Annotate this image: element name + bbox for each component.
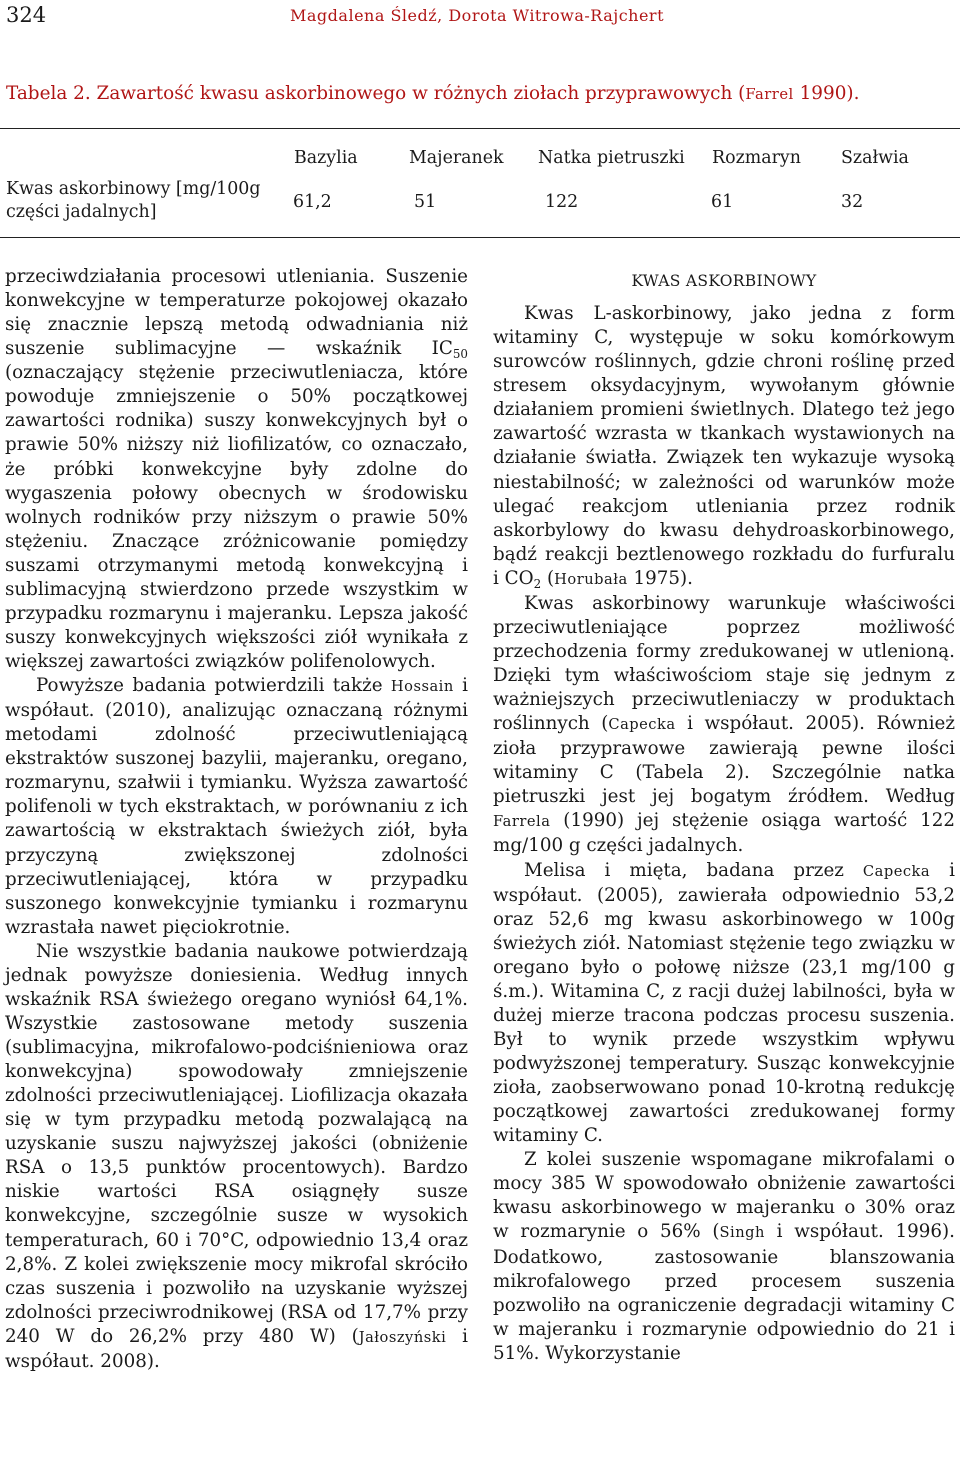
caption-year: 1990).	[793, 83, 860, 104]
author-name: Horubała	[554, 570, 628, 588]
page-number: 324	[6, 3, 47, 27]
author-name: Singh	[719, 1224, 765, 1242]
paragraph-text: Kwas askorbinowy warunkuje właściwości przeciwutleniające poprzez możliwość przechodzenia formy zredukowanej w utlenioną. Dzięki tym właściwościom staje się jednym z ważniejszych przeciwutleniaczy w produktach roślinnych (	[493, 592, 955, 735]
caption-text: Tabela 2. Zawartość kwasu askorbinowego w różnych ziołach przyprawowych (	[6, 83, 746, 104]
paragraph	[5, 940, 468, 1374]
paragraph-text: i współaut. (2005), zawierała odpowiednio 53,2 oraz 52,6 mg kwasu askorbinowego w 100g świeżych ziół. Natomiast stężenie tego związku w oregano było o połowę niższe (23,1 mg/100 g ś.m.). Witamina C, z racji dużej labilności, była w dużej mierze tracona podczas procesu suszenia. Był to wynik przede wszystkim wpływu podwyższonej temperatury. Susząc konwekcyjnie zioła, zaobserwowano ponad 10-krotną redukcję początkowej zawartości zredukowanej formy witaminy C.	[493, 859, 955, 1147]
paragraph-text: i współaut. (2010), analizując oznaczaną różnymi metodami zdolność przeciwutleniającą ekstraktów suszonej bazylii, majeranku, oregano, rozmarynu, szałwii i tymianku. Wyższa zawartość polifenoli w tych ekstraktach, w porównaniu z ich zawartością w ekstraktach świeżych ziół, była przyczyną zwiększonej zdolności przeciwutleniającej, która w przypadku suszonego konwekcyjnie tymianku i rozmarynu wzrastała nawet pięciokrotnie.	[5, 675, 468, 938]
left-column	[5, 265, 468, 1374]
table-cell: 61	[711, 192, 734, 212]
paragraph	[493, 859, 955, 1149]
paragraph-text: (	[541, 567, 555, 589]
table-cell: 32	[841, 192, 864, 212]
table-top-rule	[0, 128, 960, 129]
running-title: Magdalena Śledź, Dorota Witrowa-Rajchert	[290, 6, 665, 25]
page-header	[6, 2, 950, 32]
paragraph-text: 1975).	[627, 567, 693, 589]
table-row-label: Kwas askorbinowy [mg/100g części jadalnych]	[6, 179, 261, 222]
paragraph	[493, 1148, 955, 1366]
column-header: Bazylia	[294, 148, 358, 168]
subscript: 50	[452, 347, 468, 362]
paragraph-text: Kwas L-askorbinowy, jako jedna z form witaminy C, występuje w soku komórkowym surowców roślinnych, gdzie chroni roślinę przed stresem oksydacyjnym, wywołanym głównie działaniem promieni świetlnych. Dlatego też jego zawartość wzrasta w tkankach wystawionych na działanie światła. Związek ten wykazuje wysoką niestabilność; w zależności od warunków może ulegać reakcjom utleniania przez rodnik askorbylowy do kwasu dehydroaskorbinowego, bądź reakcji beztlenowego rozkładu do furfuralu i CO	[493, 303, 955, 589]
paragraph	[5, 265, 468, 674]
column-header: Natka pietruszki	[538, 148, 685, 168]
paragraph	[5, 674, 468, 940]
table-cell: 61,2	[293, 192, 332, 212]
section-title: KWAS ASKORBINOWY	[631, 272, 817, 290]
author-name: Jałoszyński	[358, 1328, 447, 1346]
column-header: Majeranek	[409, 148, 504, 168]
caption-author: Farrel	[745, 86, 794, 103]
right-column	[493, 265, 955, 1366]
table-caption	[6, 82, 859, 107]
paragraph-text: Powyższe badania potwierdzili także	[36, 675, 391, 697]
paragraph-text: i współaut. 2005). Również zioła przyprawowe zawierają pewne ilości witaminy C (Tabela 2). Szczególnie natka pietruszki jest jej bogatym źródłem. Według	[493, 713, 955, 808]
subscript: 2	[533, 576, 542, 591]
column-header: Szałwia	[841, 148, 909, 168]
table-bottom-rule	[0, 237, 960, 238]
paragraph-text: (oznaczający stężenie przeciwutleniacza, które powoduje zmniejszenie o 50% początkowej zawartości rodnika) suszy konwekcyjnych był o prawie 50% niższy niż liofilizatów, co oznaczało, że próbki konwekcyjne były zdolne do wygaszenia połowy obecnych w środowisku wolnych rodników przy niższym o prawie 50% stężeniu. Znaczące zróżnicowanie pomiędzy suszami otrzymanymi metodą konwekcyjną i sublimacyjną stwierdzono przede wszystkim w przypadku rozmarynu i majeranku. Lepsza jakość suszy konwekcyjnych większości ziół wynikała z większej zawartości związków polifenolowych.	[5, 362, 468, 672]
author-name: Hossain	[390, 678, 454, 696]
paragraph-text: (1990) jej stężenie osiąga wartość 122 mg/100 g części jadalnych.	[493, 810, 955, 857]
paragraph-text: i współaut. 1996). Dodatkowo, zastosowanie blanszowania mikrofalowego przed procesem suszenia pozwoliło na ograniczenie degradacji witaminy C w majeranku i rozmarynie odpowiednio do 21 i 51%. Wykorzystanie	[493, 1221, 955, 1364]
paragraph-text: Z kolei suszenie wspomagane mikrofalami o mocy 385 W spowodowało obniżenie zawartości kwasu askorbinowego w majeranku o 30% oraz w rozmarynie o 56% (	[493, 1149, 955, 1243]
table-cell: 51	[414, 192, 437, 212]
column-header: Rozmaryn	[712, 148, 801, 168]
paragraph-text: i współaut. 2008).	[5, 1325, 468, 1372]
paragraph-text: Melisa i mięta, badana przez	[524, 859, 863, 881]
paragraph-text: Nie wszystkie badania naukowe potwierdzają jednak powyższe doniesienia. Według innych wskaźnik RSA świeżego oregano wyniósł 64,1%. Wszystkie zastosowane metody suszenia (sublimacyjna, mikrofalowo-podciśnieniowa oraz konwekcyjna) spowodowały zmniejszenie zdolności przeciwutleniającej. Liofilizacja okazała się w tym przypadku metodą pozwalającą na uzyskanie suszu najwyższej jakości (obniżenie RSA o 13,5 punktów procentowych). Bardzo niskie wartości RSA osiągnęły susze konwekcyjne, szczególnie susze w wysokich temperaturach, 60 i 70°C, odpowiednio 13,4 oraz 2,8%. Z kolei zwiększenie mocy mikrofal skróciło czas suszenia i pozwoliło na uzyskanie wyższej zdolności przeciwrodnikowej (RSA od 17,7% przy 240 W do 26,2% przy 480 W) (	[5, 940, 468, 1347]
author-name: Capecka	[608, 716, 676, 734]
table-cell: 122	[545, 192, 579, 212]
paragraph-text: przeciwdziałania procesowi utleniania. Suszenie konwekcyjne w temperaturze pokojowej okazało się znacznie lepszą metodą odwadniania niż suszenie sublimacyjne — wskaźnik IC	[5, 266, 468, 360]
paragraph	[493, 302, 955, 592]
author-name: Capecka	[862, 862, 931, 880]
author-name: Farrela	[493, 813, 551, 831]
paragraph	[493, 592, 955, 859]
